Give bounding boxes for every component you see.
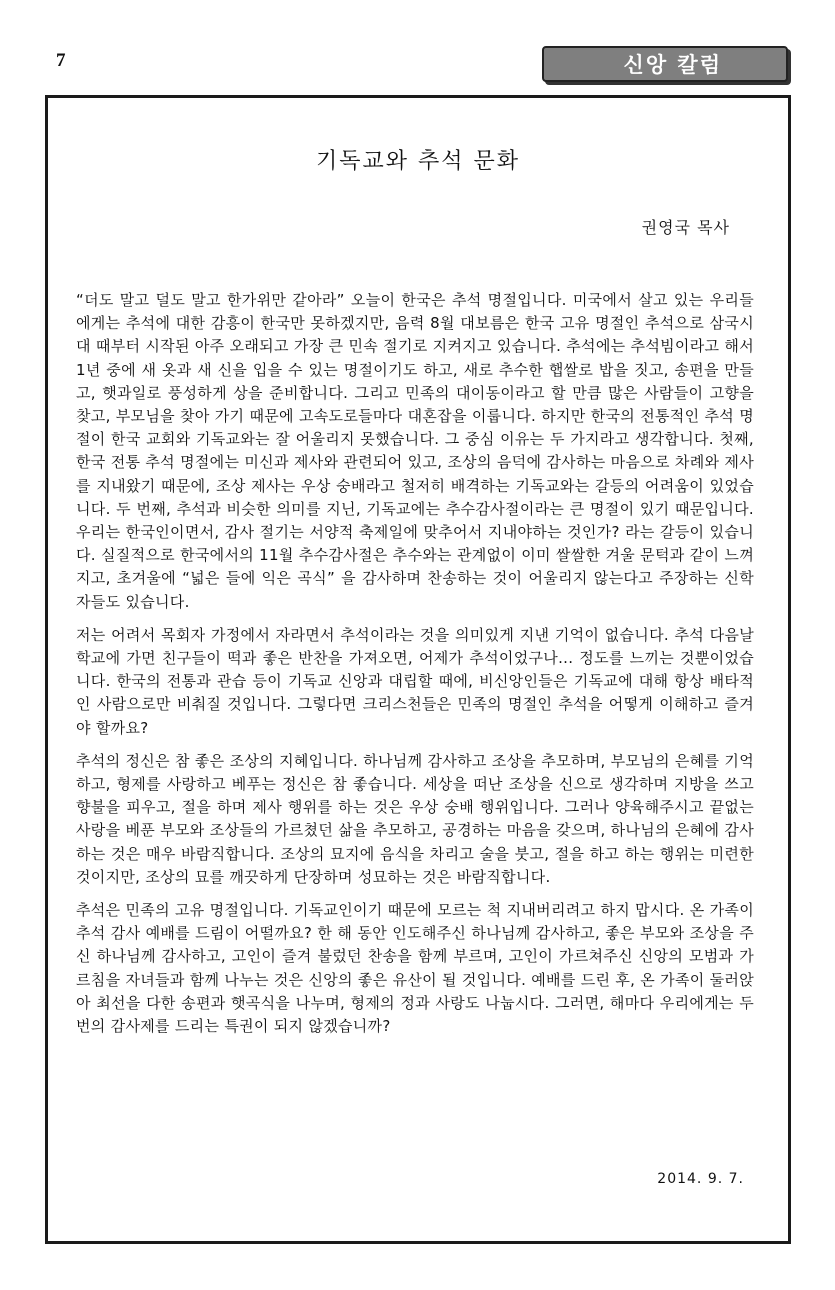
paragraph: 추석의 정신은 참 좋은 조상의 지혜입니다. 하나님께 감사하고 조상을 추모하며, 부모님의 은혜를 기억하고, 형제를 사랑하고 베푸는 정신은 참 좋습니다. 세상을 떠난 조상을 신으로 생각하며 지방을 쓰고 향불을 피우고, 절을 하며 제사 행위를 하는 것은 우상 숭배 행위입니다. 그러나 양육해주시고 끝없는 사랑을 베푼 부모와 조상들의 가르쳤던 삶을 추모하고, 공경하는 마음을 갖으며, 하나님의 은혜에 감사하는 것은 매우 바람직합니다. 조상의 묘지에 음식을 차리고 술을 붓고, 절을 하고 하는 행위는 미련한 것이지만, 조상의 묘를 깨끗하게 단장하며 성묘하는 것은 바람직합니다. [76,751,754,886]
section-label-tab [542,46,788,82]
article-date: 2014. 9. 7. [657,1171,744,1187]
article-body [76,289,754,1048]
article-title: 기독교와 추석 문화 [315,149,520,174]
article-author: 권영국 목사 [641,218,730,237]
article-frame [45,95,791,1244]
page-number: 7 [56,50,66,71]
paragraph: 저는 어려서 목회자 가정에서 자라면서 추석이라는 것을 의미있게 지낸 기억이 없습니다. 추석 다음날 학교에 가면 친구들이 떡과 좋은 반찬을 가져오면, 어제가 추석이었구나... 정도를 느끼는 것뿐이었습니다. 한국의 전통과 관습 등이 기독교 신앙과 대립할 때에, 비신앙인들은 기독교에 대해 항상 배타적인 사람으로만 비춰질 것입니다. 그렇다면 크리스천들은 민족의 명절인 추석을 어떻게 이해하고 즐겨야 할까요? [76,625,754,737]
paragraph: 추석은 민족의 고유 명절입니다. 기독교인이기 때문에 모르는 척 지내버리려고 하지 맙시다. 온 가족이 추석 감사 예배를 드림이 어떨까요? 한 해 동안 인도해주신 하나님께 감사하고, 좋은 부모와 조상을 주신 하나님께 감사하고, 고인이 즐겨 불렀던 찬송을 함께 부르며, 고인이 가르쳐주신 신앙의 모범과 가르침을 자녀들과 함께 나누는 것은 신앙의 좋은 유산이 될 것입니다. 예배를 드린 후, 온 가족이 둘러앉아 최선을 다한 송편과 햇곡식을 나누며, 형제의 정과 사랑도 나눕시다. 그러면, 해마다 우리에게는 두 번의 감사제를 드리는 특권이 되지 않겠습니까? [76,901,754,1036]
section-label: 신앙 칼럼 [623,53,722,77]
paragraph: “더도 말고 덜도 말고 한가위만 같아라” 오늘이 한국은 추석 명절입니다. 미국에서 살고 있는 우리들에게는 추석에 대한 감흥이 한국만 못하겠지만, 음력 8월 대보름은 한국 고유 명절인 추석으로 삼국시대 때부터 시작된 아주 오래되고 가장 큰 민속 절기로 지켜지고 있습니다. 추석에는 추석빔이라고 해서 1년 중에 새 옷과 새 신을 입을 수 있는 명절이기도 하고, 새로 추수한 햅쌀로 밥을 짓고, 송편을 만들고, 햇과일로 풍성하게 상을 준비합니다. 그리고 민족의 대이동이라고 할 만큼 많은 사람들이 고향을 찾고, 부모님을 찾아 가기 때문에 고속도로들마다 대혼잡을 이룹니다. 하지만 한국의 전통적인 추석 명절이 한국 교회와 기독교와는 잘 어울리지 못했습니다. 그 중심 이유는 두 가지라고 생각합니다. 첫째, 한국 전통 추석 명절에는 미신과 제사와 관련되어 있고, 조상의 음덕에 감사하는 마음으로 차례와 제사를 지내왔기 때문에, 조상 제사는 우상 숭배라고 철저히 배격하는 기독교와는 갈등의 어려움이 있었습니다. 두 번째, 추석과 비슷한 의미를 지닌, 기독교에는 추수감사절이라는 큰 명절이 있기 때문입니다. 우리는 한국인이면서, 감사 절기는 서양적 축제일에 맞추어서 지내야하는 것인가? 라는 갈등이 있습니다. 실질적으로 한국에서의 11월 추수감사절은 추수와는 관계없이 이미 쌀쌀한 겨울 문턱과 같이 느껴지고, 초겨울에 “넓은 들에 익은 곡식” 을 감사하며 찬송하는 것이 어울리지 않는다고 주장하는 신학자들도 있습니다. [76,291,754,611]
